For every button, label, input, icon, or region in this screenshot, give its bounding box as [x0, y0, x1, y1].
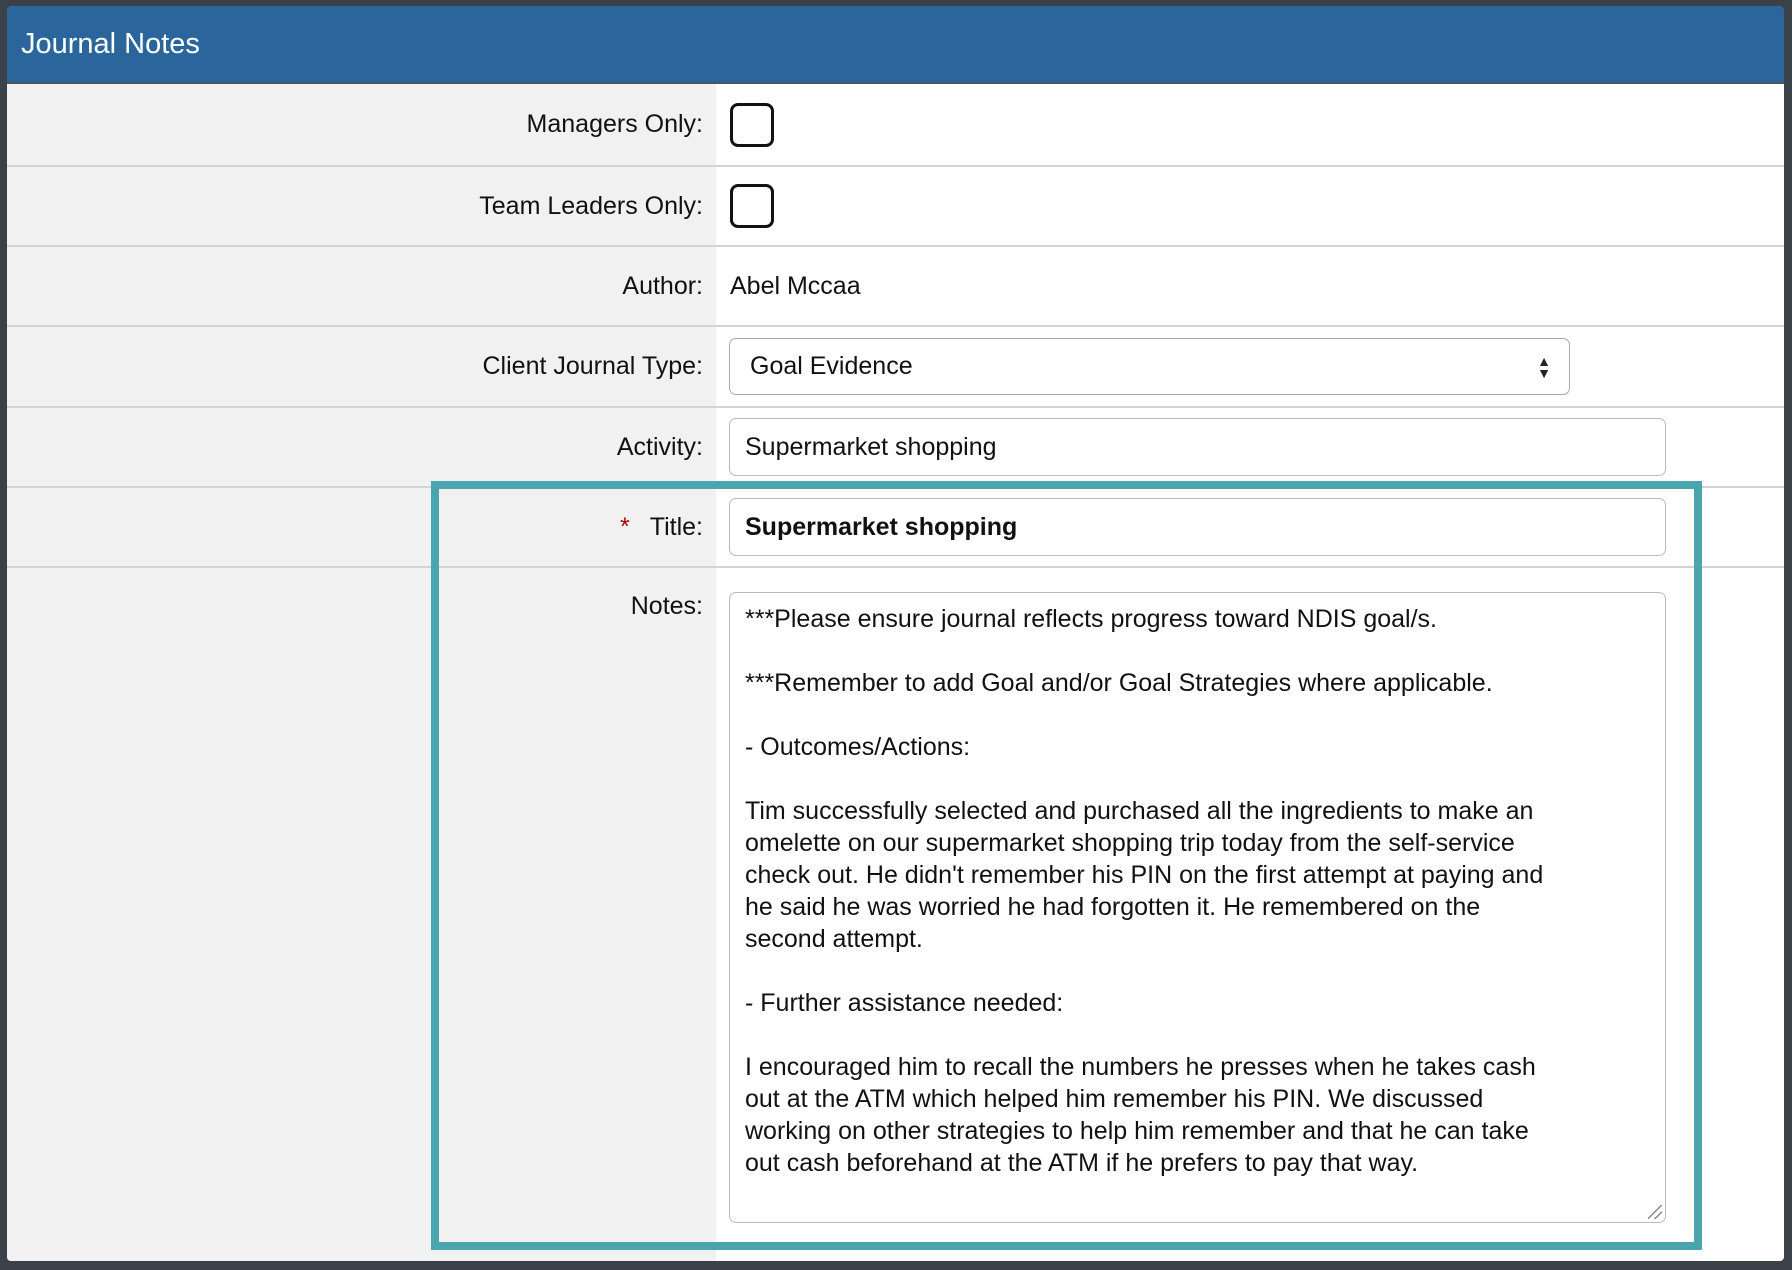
journal-type-row: [7, 327, 1784, 408]
activity-label: Activity:: [7, 408, 716, 486]
team-leaders-only-checkbox[interactable]: [730, 184, 774, 228]
title-input[interactable]: Supermarket shopping: [729, 498, 1666, 556]
journal-type-selected: Goal Evidence: [750, 352, 913, 380]
journal-type-label: Client Journal Type:: [7, 327, 716, 406]
notes-label: Notes:: [7, 568, 716, 1261]
panel-header: [7, 6, 1784, 84]
journal-notes-panel: [7, 6, 1784, 1261]
managers-only-label: Managers Only:: [7, 84, 716, 165]
required-marker: *: [620, 512, 630, 541]
journal-type-select[interactable]: [729, 338, 1570, 395]
select-arrows-icon: ▲ ▼: [1537, 352, 1551, 381]
notes-text: ***Please ensure journal reflects progress toward NDIS goal/s. ***Remember to add Goal and/or Goal Strategies where applicable. - Outcomes/Actions: Tim successfully selected and purchased all the ingredients to make an omelette on our supermarket shopping trip today from the self-service check out. He didn't remember his PIN on the first attempt at paying and he said he was worried he had forgotten it. He remembered on the second attempt. - Further assistance needed: I encouraged him to recall the numbers he presses when he takes cash out at the ATM which helped him remember his PIN. We discussed working on other strategies to help him remember and that he can take out cash beforehand at the ATM if he prefers to pay that way.: [745, 605, 1544, 1177]
activity-row: [7, 408, 1784, 488]
title-row: [7, 488, 1784, 568]
author-value: Abel Mccaa: [730, 271, 861, 300]
team-leaders-only-row: [7, 167, 1784, 247]
resize-handle-icon[interactable]: [1648, 1205, 1662, 1219]
team-leaders-only-label: Team Leaders Only:: [7, 167, 716, 245]
activity-input[interactable]: Supermarket shopping: [729, 418, 1666, 476]
author-label: Author:: [7, 247, 716, 325]
managers-only-checkbox[interactable]: [730, 103, 774, 147]
panel-title: Journal Notes: [21, 27, 200, 60]
notes-textarea[interactable]: [729, 592, 1666, 1223]
managers-only-row: [7, 84, 1784, 167]
title-label: [7, 488, 716, 566]
author-row: [7, 247, 1784, 327]
notes-row: [7, 568, 1784, 1261]
title-label-text: Title:: [649, 512, 703, 541]
